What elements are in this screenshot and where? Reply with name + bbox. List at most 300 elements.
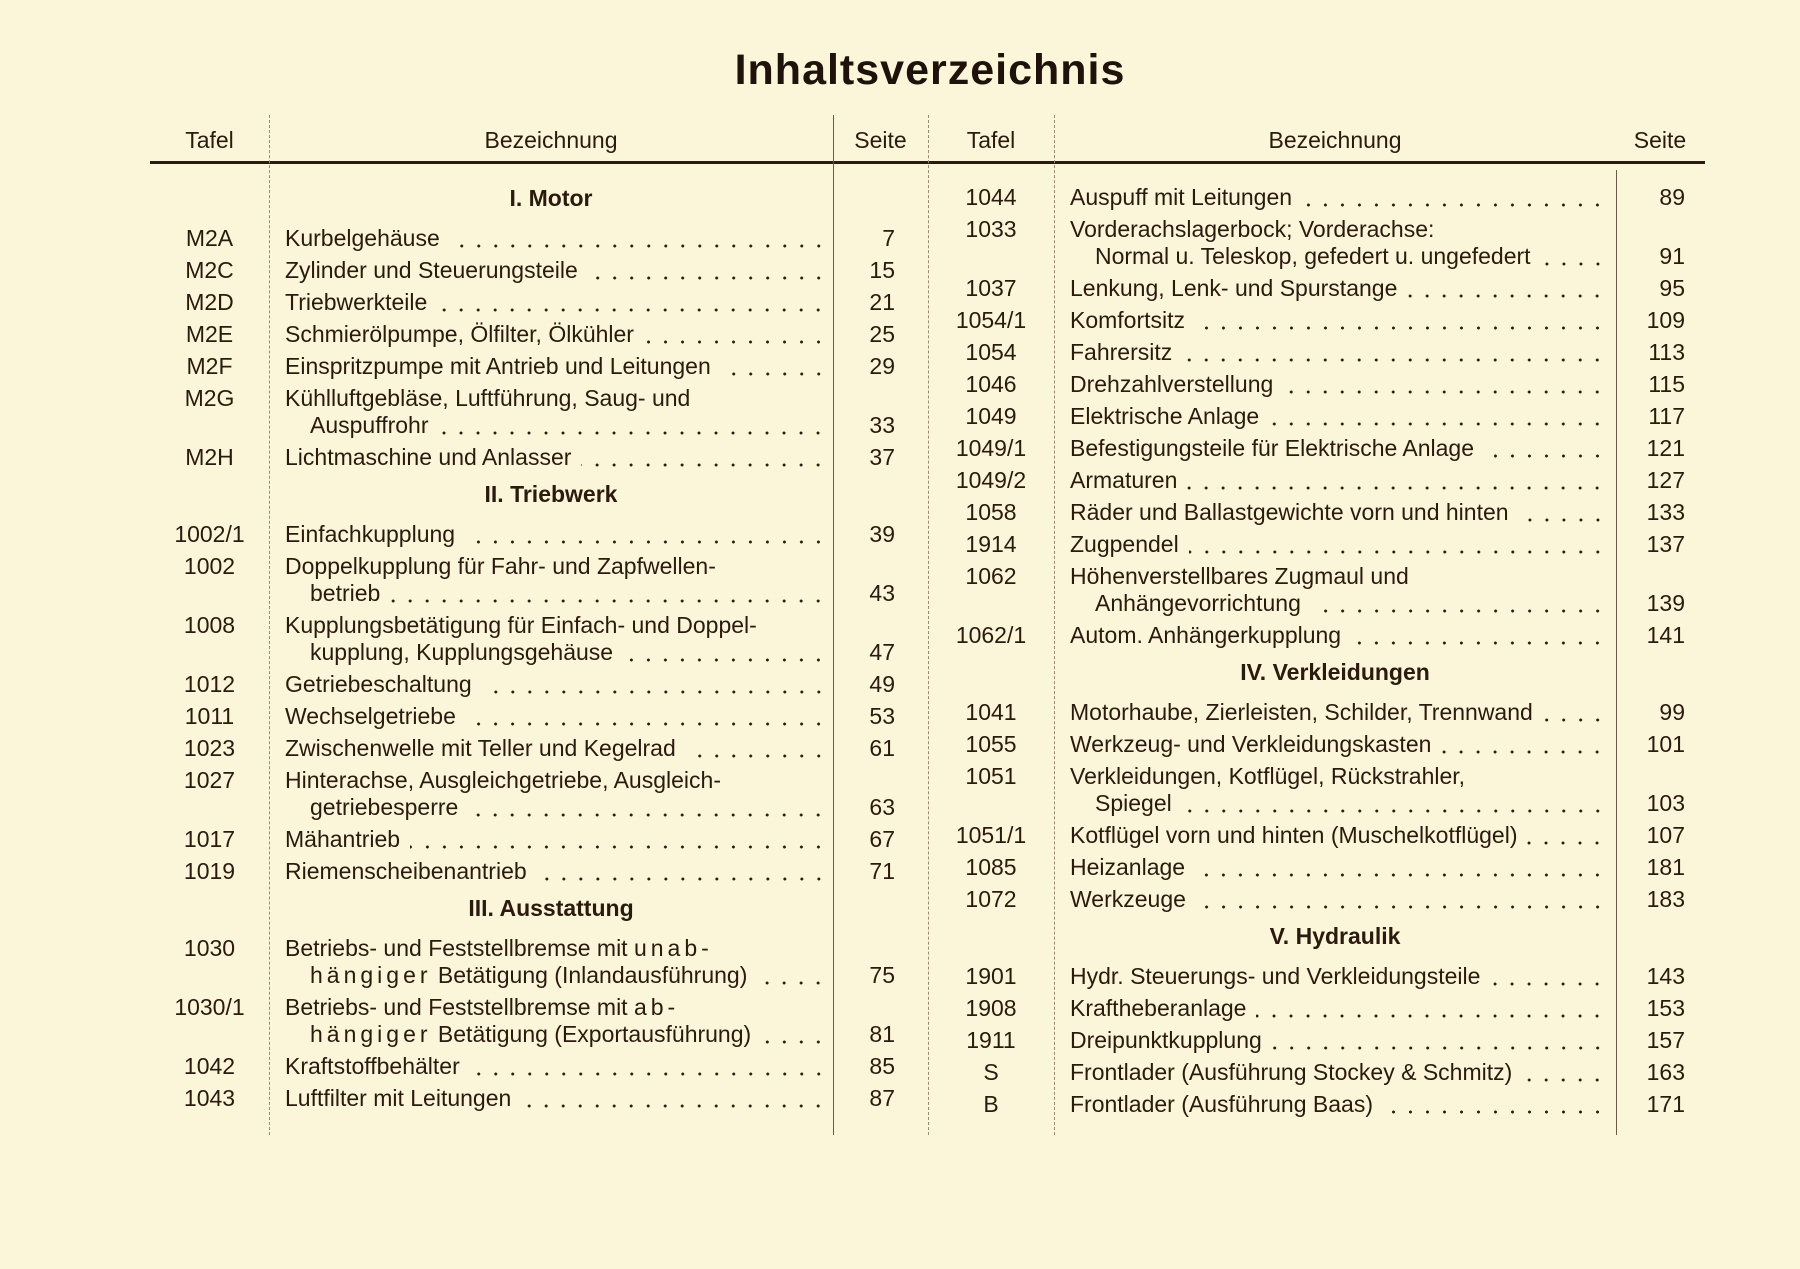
entry-title	[269, 553, 833, 607]
entry-title-line	[1070, 307, 1606, 334]
entry-title	[269, 735, 833, 762]
toc-entry[interactable]	[928, 531, 1704, 563]
toc-entry[interactable]	[150, 612, 928, 671]
page-number: 113	[1648, 339, 1685, 365]
toc-entry[interactable]	[928, 1091, 1704, 1123]
page-number: 7	[882, 225, 895, 251]
entry-title-line	[1070, 790, 1606, 817]
page-number: 157	[1646, 1027, 1685, 1053]
toc-entry[interactable]	[150, 521, 928, 553]
tafel-number: 1046	[965, 371, 1017, 397]
header-seite-right: Seite	[1633, 126, 1687, 153]
section-heading: IV. Verkleidungen	[1240, 659, 1430, 685]
dot-leader	[588, 257, 827, 284]
dot-leader	[757, 962, 827, 989]
entry-title-line	[1070, 275, 1606, 302]
entry-title-text: Fahrersitz	[1070, 339, 1173, 365]
entry-title-text: betrieb	[310, 580, 381, 606]
toc-entry[interactable]	[928, 622, 1704, 654]
dot-leader	[644, 321, 827, 348]
spaced-emphasis: unab-	[633, 935, 713, 961]
dot-leader	[1522, 1059, 1606, 1086]
dot-leader	[721, 353, 827, 380]
toc-entry[interactable]	[928, 435, 1704, 467]
entry-title-line	[285, 444, 827, 471]
entry-title-text: getriebesperre	[310, 794, 459, 820]
entry-title-text: Kraftheberanlage	[1070, 995, 1247, 1021]
toc-entry[interactable]	[928, 699, 1704, 731]
tafel-number: 1011	[184, 703, 235, 729]
page-number: 61	[869, 735, 895, 761]
entry-title	[1054, 531, 1616, 558]
dot-leader	[1182, 339, 1606, 366]
entry-title-text: Elektrische Anlage	[1070, 403, 1260, 429]
entry-title-text: Anhängevorrichtung	[1095, 590, 1301, 616]
toc-entry[interactable]	[928, 563, 1704, 622]
entry-title	[1054, 435, 1616, 462]
entry-title	[269, 444, 833, 471]
tafel-number: 1027	[183, 767, 236, 793]
entry-title-text: Kupplungsbetätigung für Einfach- und Doppel-	[285, 612, 757, 638]
entry-title-text: Höhenverstellbares Zugmaul und	[1070, 563, 1409, 589]
tafel-number: 1051	[965, 763, 1017, 789]
entry-title-text: Triebwerkteile	[285, 289, 428, 315]
tafel-number: M2A	[185, 225, 234, 251]
entry-title-text: Kurbelgehäuse	[285, 225, 440, 251]
page-number: 183	[1646, 886, 1685, 912]
toc-entry[interactable]	[928, 822, 1704, 854]
toc-entry[interactable]	[928, 854, 1704, 886]
entry-title-line	[1070, 467, 1606, 494]
entry-title-text: Drehzahlverstellung	[1070, 371, 1274, 397]
tafel-number: 1062/1	[955, 622, 1027, 648]
entry-title	[1054, 275, 1616, 302]
page-number: 15	[869, 257, 895, 283]
toc-entry[interactable]	[928, 499, 1704, 531]
entry-title-line	[1070, 854, 1606, 881]
dot-leader	[1351, 622, 1606, 649]
entry-title-line	[285, 962, 827, 989]
entry-title-text: Befestigungsteile für Elektrische Anlage	[1070, 435, 1475, 461]
entry-title-line	[285, 257, 827, 284]
dot-leader	[1196, 886, 1606, 913]
toc-entry[interactable]	[928, 1027, 1704, 1059]
toc-entry[interactable]	[150, 935, 928, 994]
toc-entry[interactable]	[150, 735, 928, 767]
entry-title	[1054, 371, 1616, 398]
toc-entry[interactable]	[928, 184, 1704, 216]
entry-title-text: Getriebeschaltung	[285, 671, 472, 697]
entry-title	[1054, 822, 1616, 849]
entry-title-line	[1070, 184, 1606, 211]
entry-title-line	[285, 858, 827, 885]
entry-title	[269, 767, 833, 821]
entry-title-text: Frontlader (Ausführung Stockey & Schmitz)	[1070, 1059, 1513, 1085]
entry-title-line	[1070, 531, 1606, 558]
entry-title-line	[1070, 699, 1606, 726]
tafel-number: 1049	[965, 403, 1017, 429]
entry-title-text: Doppelkupplung für Fahr- und Zapfwellen-	[285, 553, 716, 579]
dot-leader	[450, 225, 827, 252]
toc-entry[interactable]	[150, 671, 928, 703]
entry-title-text: Frontlader (Ausführung Baas)	[1070, 1091, 1373, 1117]
toc-entry[interactable]	[150, 353, 928, 385]
entry-title-line	[285, 521, 827, 548]
section-heading: III. Ausstattung	[468, 895, 634, 921]
tafel-number: 1072	[965, 886, 1017, 912]
page-number: 91	[1659, 243, 1685, 269]
toc-entry[interactable]	[150, 225, 928, 257]
dot-leader	[410, 826, 827, 853]
dot-leader	[623, 639, 827, 666]
entry-title-text: hängiger Betätigung (Exportausführung)	[310, 1021, 752, 1047]
tafel-number: M2H	[185, 444, 234, 470]
toc-entry[interactable]	[150, 703, 928, 735]
tafel-number: 1051/1	[955, 822, 1027, 848]
toc-entry[interactable]	[150, 553, 928, 612]
tafel-number: 1002	[183, 553, 236, 579]
toc-entry[interactable]	[150, 321, 928, 353]
entry-title-line	[285, 671, 827, 698]
toc-entry[interactable]	[928, 995, 1704, 1027]
entry-title	[269, 257, 833, 284]
entry-title-line	[1070, 1091, 1606, 1118]
toc-entry[interactable]	[928, 731, 1704, 763]
page-number: 53	[869, 703, 895, 729]
dot-leader	[1527, 822, 1606, 849]
entry-title-text: Autom. Anhängerkupplung	[1070, 622, 1342, 648]
entry-title	[269, 612, 833, 666]
toc-entry[interactable]	[150, 826, 928, 858]
entry-title	[1054, 467, 1616, 494]
toc-entry[interactable]	[928, 371, 1704, 403]
entry-title	[269, 521, 833, 548]
tafel-number: M2E	[185, 321, 234, 347]
page-number: 87	[869, 1085, 895, 1111]
tafel-number: 1054	[965, 339, 1017, 365]
toc-entry[interactable]	[150, 1053, 928, 1085]
entry-title	[269, 826, 833, 853]
entry-title-line	[1070, 371, 1606, 398]
page-number: 115	[1648, 371, 1685, 397]
header-tafel-right: Tafel	[966, 126, 1016, 153]
header-bezeichnung-right: Bezeichnung	[1268, 126, 1402, 153]
tafel-number: 1042	[183, 1053, 236, 1079]
entry-title-text: Verkleidungen, Kotflügel, Rückstrahler,	[1070, 763, 1466, 789]
tafel-number: 1914	[965, 531, 1017, 557]
page-number: 133	[1646, 499, 1685, 525]
tafel-number: 1008	[183, 612, 236, 638]
page-number: 43	[869, 580, 895, 606]
entry-title	[1054, 339, 1616, 366]
entry-title-line	[285, 321, 827, 348]
entry-title-text: Normal u. Teleskop, gefedert u. ungefedert	[1095, 243, 1531, 269]
spaced-emphasis: hängiger	[310, 962, 432, 988]
entry-title-line	[285, 612, 827, 639]
entry-title-text: Heizanlage	[1070, 854, 1186, 880]
entry-title	[1054, 886, 1616, 913]
tafel-number: M2F	[186, 353, 233, 379]
page-number: 71	[869, 858, 895, 884]
dot-leader	[1302, 184, 1606, 211]
page-number: 171	[1646, 1091, 1685, 1117]
entry-title-text: Spiegel	[1095, 790, 1172, 816]
dot-leader	[1269, 403, 1606, 430]
entry-title-text: Riemenscheibenantrieb	[285, 858, 527, 884]
header-bezeichnung-left: Bezeichnung	[484, 126, 618, 153]
toc-entry[interactable]	[150, 1085, 928, 1117]
header-tafel-left: Tafel	[185, 126, 234, 153]
entry-title	[1054, 622, 1616, 649]
entry-title-line	[285, 289, 827, 316]
dot-leader	[581, 444, 827, 471]
toc-left-column	[150, 180, 928, 1117]
toc-entry[interactable]	[150, 767, 928, 826]
entry-title-line	[1070, 339, 1606, 366]
entry-title-text: Armaturen	[1070, 467, 1178, 493]
entry-title	[269, 353, 833, 380]
entry-title-text: Lichtmaschine und Anlasser	[285, 444, 572, 470]
entry-title	[269, 858, 833, 885]
toc-entry[interactable]	[928, 1059, 1704, 1091]
entry-title-line	[1070, 1027, 1606, 1054]
page-number: 75	[869, 962, 895, 988]
dot-leader	[470, 1053, 827, 1080]
entry-title-line	[1070, 216, 1606, 243]
dot-leader	[1283, 371, 1606, 398]
page-title: Inhaltsverzeichnis	[734, 46, 1126, 94]
entry-title-text: Auspuffrohr	[310, 412, 429, 438]
entry-title	[1054, 699, 1616, 726]
entry-title-text: Kotflügel vorn und hinten (Muschelkotflügel)	[1070, 822, 1518, 848]
dot-leader	[1383, 1091, 1606, 1118]
tafel-number: 1049/2	[955, 467, 1027, 493]
entry-title-line	[285, 703, 827, 730]
entry-title-line	[1070, 963, 1606, 990]
tafel-number: 1049/1	[955, 435, 1027, 461]
entry-title	[1054, 307, 1616, 334]
entry-title	[1054, 499, 1616, 526]
page-number: 121	[1646, 435, 1685, 461]
tafel-number: 1033	[965, 216, 1017, 242]
toc-entry[interactable]	[928, 339, 1704, 371]
entry-title-text: Zugpendel	[1070, 531, 1179, 557]
entry-title-text: Auspuff mit Leitungen	[1070, 184, 1293, 210]
entry-title-text: Betriebs- und Feststellbremse mit ab-	[285, 994, 680, 1020]
dot-leader	[468, 794, 827, 821]
entry-title-text: Luftfilter mit Leitungen	[285, 1085, 512, 1111]
entry-title-line	[1070, 435, 1606, 462]
entry-title	[269, 321, 833, 348]
page-number: 127	[1646, 467, 1685, 493]
toc-entry[interactable]	[928, 216, 1704, 275]
page-number: 33	[869, 412, 895, 438]
dot-leader	[466, 703, 827, 730]
dot-leader	[482, 671, 827, 698]
tafel-number: 1017	[183, 826, 236, 852]
tafel-number: 1901	[965, 963, 1017, 989]
entry-title-text: Motorhaube, Zierleisten, Schilder, Trennwand	[1070, 699, 1533, 725]
dot-leader	[1541, 243, 1606, 270]
entry-title-line	[285, 353, 827, 380]
entry-title-text: Betriebs- und Feststellbremse mit unab-	[285, 935, 713, 961]
entry-title	[1054, 403, 1616, 430]
page-number: 89	[1659, 184, 1685, 210]
tafel-number: 1041	[965, 699, 1017, 725]
page-number: 99	[1659, 699, 1685, 725]
page-number: 47	[869, 639, 895, 665]
entry-title	[1054, 963, 1616, 990]
page-number: 103	[1646, 790, 1685, 816]
entry-title-text: Wechselgetriebe	[285, 703, 456, 729]
entry-title	[269, 671, 833, 698]
entry-title	[1054, 1059, 1616, 1086]
spaced-emphasis: ab-	[633, 994, 680, 1020]
entry-title-text: Zwischenwelle mit Teller und Kegelrad	[285, 735, 676, 761]
entry-title-line	[1070, 563, 1606, 590]
toc-entry[interactable]	[150, 444, 928, 476]
entry-title-line	[1070, 622, 1606, 649]
entry-title	[1054, 216, 1616, 270]
entry-title-line	[285, 794, 827, 821]
toc-entry[interactable]	[928, 886, 1704, 918]
page-number: 137	[1646, 531, 1685, 557]
dot-leader	[437, 289, 827, 316]
toc-entry[interactable]	[928, 403, 1704, 435]
page-number: 49	[869, 671, 895, 697]
tafel-number: 1019	[183, 858, 236, 884]
entry-title-text: Kraftstoffbehälter	[285, 1053, 460, 1079]
entry-title-text: Komfortsitz	[1070, 307, 1186, 333]
toc-entry[interactable]	[928, 763, 1704, 822]
entry-title-line	[285, 935, 827, 962]
dot-leader	[1272, 1027, 1606, 1054]
tafel-number: 1043	[183, 1085, 236, 1111]
entry-title-line	[1070, 886, 1606, 913]
dot-leader	[1407, 275, 1606, 302]
dot-leader	[1195, 307, 1606, 334]
section-heading: II. Triebwerk	[484, 481, 618, 507]
dot-leader	[1441, 731, 1606, 758]
page-number: 181	[1646, 854, 1685, 880]
tafel-number: 1908	[965, 995, 1017, 1021]
entry-title-line	[1070, 1059, 1606, 1086]
toc-entry[interactable]	[928, 467, 1704, 499]
entry-title-text: Hydr. Steuerungs- und Verkleidungsteile	[1070, 963, 1481, 989]
toc-entry[interactable]	[150, 289, 928, 321]
page-number: 37	[869, 444, 895, 470]
entry-title-text: Werkzeuge	[1070, 886, 1186, 912]
dot-leader	[521, 1085, 827, 1112]
entry-title-line	[285, 580, 827, 607]
entry-title	[269, 703, 833, 730]
page-number: 153	[1646, 995, 1685, 1021]
tafel-number: M2D	[185, 289, 234, 315]
entry-title-line	[1070, 403, 1606, 430]
page-number: 63	[869, 794, 895, 820]
page-number: 39	[869, 521, 895, 547]
entry-title-text: Lenkung, Lenk- und Spurstange	[1070, 275, 1398, 301]
entry-title	[1054, 184, 1616, 211]
entry-title-text: Einfachkupplung	[285, 521, 456, 547]
entry-title-line	[1070, 995, 1606, 1022]
entry-title-line	[285, 735, 827, 762]
page-number: 143	[1646, 963, 1685, 989]
entry-title-text: Einspritzpumpe mit Antrieb und Leitungen	[285, 353, 711, 379]
tafel-number: 1055	[965, 731, 1017, 757]
dot-leader	[1543, 699, 1606, 726]
entry-title-line	[1070, 499, 1606, 526]
toc-entry[interactable]	[150, 858, 928, 890]
toc-entry[interactable]	[928, 307, 1704, 339]
tafel-number: 1911	[966, 1027, 1016, 1053]
page-number: 107	[1646, 822, 1685, 848]
dot-leader	[1311, 590, 1606, 617]
entry-title	[1054, 854, 1616, 881]
entry-title	[1054, 763, 1616, 817]
page-number: 117	[1648, 403, 1685, 429]
tafel-number: 1002/1	[174, 521, 245, 547]
page-number: 25	[869, 321, 895, 347]
entry-title-line	[285, 1021, 827, 1048]
entry-title	[269, 1085, 833, 1112]
tafel-number: 1044	[965, 184, 1017, 210]
tafel-number: B	[983, 1091, 999, 1117]
tafel-number: S	[983, 1059, 999, 1085]
header-seite-left: Seite	[854, 126, 907, 153]
entry-title-line	[1070, 763, 1606, 790]
entry-title-line	[1070, 590, 1606, 617]
tafel-number: 1062	[965, 563, 1017, 589]
entry-title-line	[285, 412, 827, 439]
spaced-emphasis: hängiger	[310, 1021, 432, 1047]
section-heading: I. Motor	[509, 185, 593, 211]
entry-title-text: Mähantrieb	[285, 826, 401, 852]
tafel-number: 1012	[183, 671, 236, 697]
page-number: 81	[869, 1021, 895, 1047]
dot-leader	[1519, 499, 1606, 526]
toc-entry[interactable]	[150, 385, 928, 444]
toc-entry[interactable]	[928, 275, 1704, 307]
entry-title-text: hängiger Betätigung (Inlandausführung)	[310, 962, 748, 988]
entry-title-line	[1070, 243, 1606, 270]
dot-leader	[686, 735, 827, 762]
toc-entry[interactable]	[150, 994, 928, 1053]
dot-leader	[465, 521, 827, 548]
dot-leader	[1187, 467, 1606, 494]
entry-title-line	[285, 225, 827, 252]
tafel-number: M2C	[185, 257, 234, 283]
page-number: 109	[1646, 307, 1685, 333]
toc-entry[interactable]	[928, 963, 1704, 995]
entry-title-line	[285, 994, 827, 1021]
entry-title	[269, 1053, 833, 1080]
dot-leader	[761, 1021, 827, 1048]
entry-title	[269, 935, 833, 989]
toc-entry[interactable]	[150, 257, 928, 289]
tafel-number: 1030	[183, 935, 236, 961]
dot-leader	[1182, 790, 1606, 817]
tafel-number: 1058	[965, 499, 1017, 525]
tafel-number: 1054/1	[955, 307, 1027, 333]
page-number: 95	[1659, 275, 1685, 301]
dot-leader	[1256, 995, 1606, 1022]
dot-leader	[1189, 531, 1606, 558]
dot-leader	[1490, 963, 1606, 990]
entry-title-text: kupplung, Kupplungsgehäuse	[310, 639, 614, 665]
dot-leader	[390, 580, 827, 607]
entry-title-text: Hinterachse, Ausgleichgetriebe, Ausgleich-	[285, 767, 721, 793]
